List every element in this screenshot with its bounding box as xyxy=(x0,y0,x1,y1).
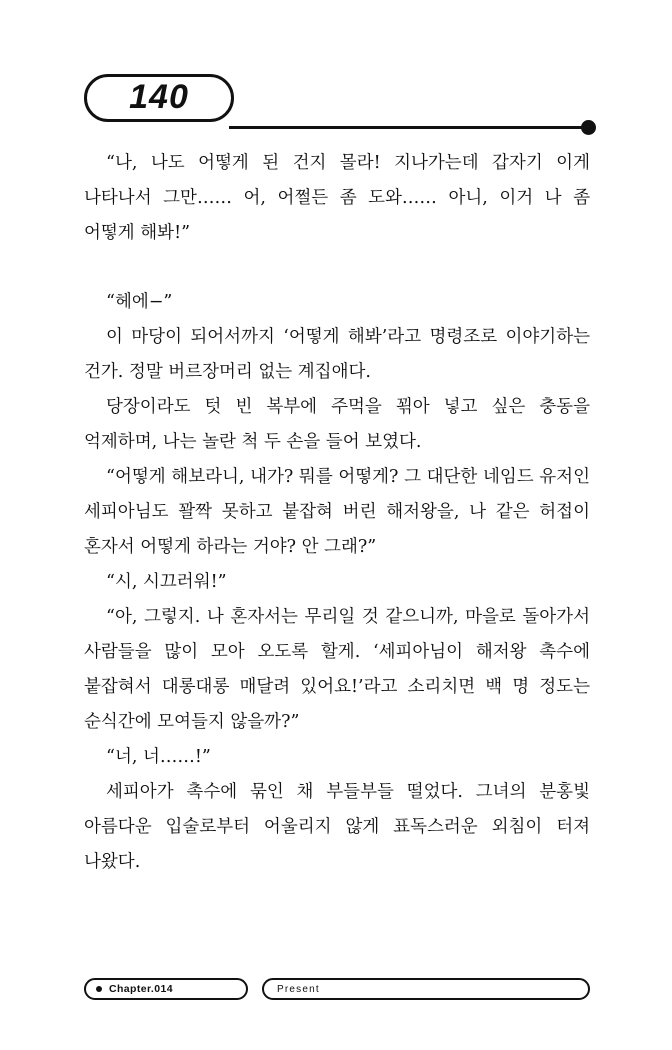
paragraph: 세피아가 촉수에 묶인 채 부들부들 떨었다. 그녀의 분홍빛 아름다운 입술로부터 어울리지 않게 표독스러운 외침이 터져 나왔다. xyxy=(84,782,590,872)
chapter-title-label: Present xyxy=(277,983,320,995)
header-end-dot xyxy=(581,120,596,135)
paragraph: “헤에−” xyxy=(106,292,173,312)
page-body xyxy=(84,146,590,880)
paragraph: “아, 그렇지. 나 혼자서는 무리일 것 같으니까, 마을로 돌아가서 사람들을 많이 모아 오도록 할게. ‘세피아님이 해저왕 촉수에 붙잡혀서 대롱대롱 매달려 있어요!’라고 소리치면 백 명 정도는 순식간에 모여들지 않을까?” xyxy=(84,607,590,732)
header-rule xyxy=(229,126,589,129)
paragraph: 당장이라도 텃 빈 복부에 주먹을 꾂아 넣고 싶은 충동을 억제하며, 나는 놀란 척 두 손을 들어 보였다. xyxy=(84,397,590,452)
paragraph: “시, 시끄러워!” xyxy=(106,572,227,592)
paragraph: “너, 너……!” xyxy=(106,747,211,767)
page-header xyxy=(84,74,594,136)
paragraph: “나, 나도 어떻게 된 건지 몰라! 지나가는데 갑자기 이게 나타나서 그만…… 어, 어쩔든 좀 도와…… 아니, 이거 나 좀 어떻게 해봐!” xyxy=(84,153,590,243)
chapter-label: Chapter.014 xyxy=(109,983,173,995)
chapter-dot-icon xyxy=(96,986,102,992)
chapter-title-badge xyxy=(262,978,590,1000)
page-number: 140 xyxy=(129,78,189,116)
chapter-badge xyxy=(84,978,248,1000)
page-number-badge xyxy=(84,74,234,122)
paragraph: “어떻게 해보라니, 내가? 뭐를 어떻게? 그 대단한 네임드 유저인 세피아님도 꽐짝 못하고 붙잡혀 버린 해저왕을, 나 같은 허접이 혼자서 어떻게 하라는 거야? 안 그래?” xyxy=(84,467,590,557)
paragraph: 이 마당이 되어서까지 ‘어떻게 해봐’라고 명령조로 이야기하는 건가. 정말 버르장머리 없는 계집애다. xyxy=(84,327,590,382)
page-footer xyxy=(84,978,590,1002)
